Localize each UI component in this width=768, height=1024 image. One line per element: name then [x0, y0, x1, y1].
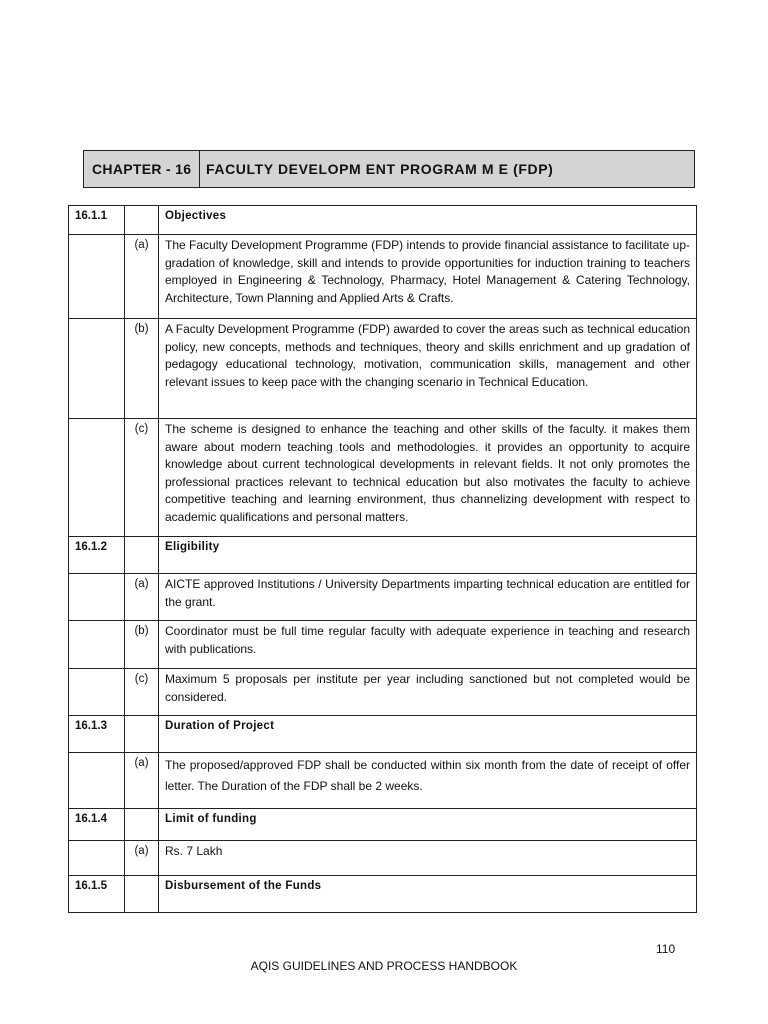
item-letter: (b)	[125, 319, 159, 419]
chapter-title: FACULTY DEVELOPM ENT PROGRAM M E (FDP)	[206, 161, 554, 177]
section-heading: Disbursement of the Funds	[159, 876, 697, 913]
item-row	[69, 419, 697, 537]
item-text: Rs. 7 Lakh	[159, 841, 697, 876]
item-letter: (a)	[125, 841, 159, 876]
section-heading: Eligibility	[159, 537, 697, 574]
item-text: The Faculty Development Programme (FDP) intends to provide financial assistance to facilitate up-gradation of knowledge, skill and intends to provide opportunities for induction training to teachers employed in Engineering & Technology, Pharmacy, Hotel Management & Catering Technology, Architecture, Town Planning and Applied Arts & Crafts.	[159, 235, 697, 319]
item-row	[69, 621, 697, 669]
item-letter: (a)	[125, 574, 159, 621]
section-row	[69, 809, 697, 841]
item-row	[69, 319, 697, 419]
section-heading: Limit of funding	[159, 809, 697, 841]
item-letter: (b)	[125, 621, 159, 669]
chapter-header	[83, 150, 695, 188]
item-text: The proposed/approved FDP shall be conducted within six month from the date of receipt of offer letter. The Duration of the FDP shall be 2 weeks.	[159, 753, 697, 809]
item-row	[69, 669, 697, 716]
item-text: The scheme is designed to enhance the teaching and other skills of the faculty. it makes them aware about modern teaching tools and methodologies. it provides an opportunity to acquire knowledge about current technological developments in relevant fields. It not only promotes the professional practices relevant to technical education but also motivates the faculty to achieve competitive teaching and learning environment, thus channelizing development with respect to academic qualifications and personal matters.	[159, 419, 697, 537]
item-row	[69, 753, 697, 809]
item-text: Maximum 5 proposals per institute per year including sanctioned but not completed would be considered.	[159, 669, 697, 716]
section-heading: Duration of Project	[159, 716, 697, 753]
guidelines-table	[68, 205, 697, 913]
item-text: Coordinator must be full time regular faculty with adequate experience in teaching and research with publications.	[159, 621, 697, 669]
section-row	[69, 716, 697, 753]
section-number: 16.1.2	[69, 537, 125, 574]
section-number: 16.1.1	[69, 206, 125, 235]
page-number: 110	[656, 942, 676, 956]
item-letter: (c)	[125, 419, 159, 537]
footer-title: AQIS GUIDELINES AND PROCESS HANDBOOK	[250, 959, 518, 973]
section-row	[69, 537, 697, 574]
section-heading: Objectives	[159, 206, 697, 235]
item-row	[69, 235, 697, 319]
item-letter: (c)	[125, 669, 159, 716]
item-letter: (a)	[125, 235, 159, 319]
item-row	[69, 841, 697, 876]
item-text: AICTE approved Institutions / University Departments imparting technical education are entitled for the grant.	[159, 574, 697, 621]
section-number: 16.1.5	[69, 876, 125, 913]
item-row	[69, 574, 697, 621]
section-row	[69, 206, 697, 235]
section-number: 16.1.4	[69, 809, 125, 841]
item-text: A Faculty Development Programme (FDP) awarded to cover the areas such as technical education policy, new concepts, methods and techniques, theory and skills enrichment and up gradation of pedagogy educational technology, motivation, communication skills, management and other relevant issues to keep pace with the changing scenario in Technical Education.	[159, 319, 697, 419]
section-row	[69, 876, 697, 913]
item-letter: (a)	[125, 753, 159, 809]
section-number: 16.1.3	[69, 716, 125, 753]
chapter-number: CHAPTER - 16	[84, 151, 200, 187]
